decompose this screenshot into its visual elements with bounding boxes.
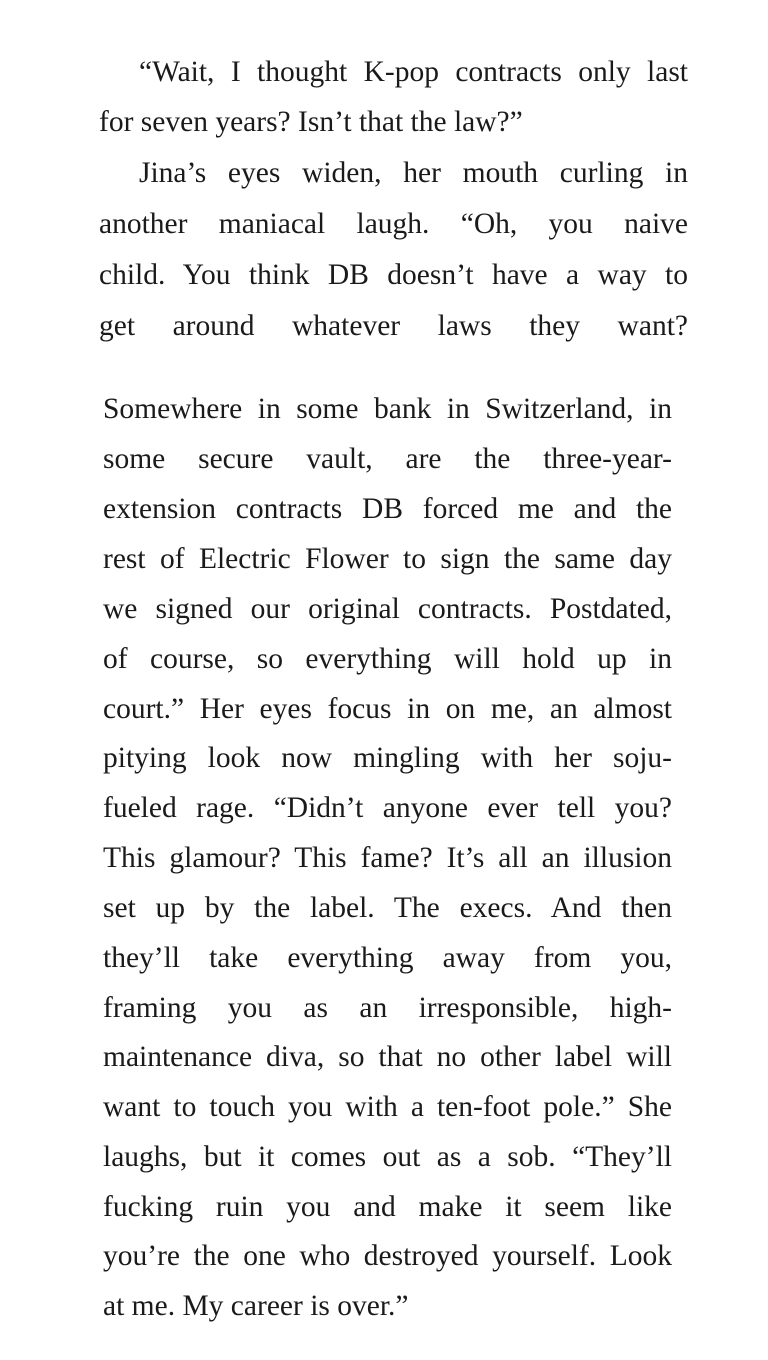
text-line: framing you as an irresponsible, high- bbox=[103, 992, 672, 1024]
text-line: some secure vault, are the three-year- bbox=[103, 443, 672, 475]
text-line: get around whatever laws they want? bbox=[99, 310, 688, 342]
text-line: Somewhere in some bank in Switzerland, in bbox=[103, 393, 672, 425]
text-line: we signed our original contracts. Postdated, bbox=[103, 593, 672, 625]
text-line: maintenance diva, so that no other label will bbox=[103, 1041, 672, 1073]
text-line: laughs, but it comes out as a sob. “They’ll bbox=[103, 1141, 672, 1173]
text-line: they’ll take everything away from you, bbox=[103, 942, 672, 974]
text-line: rest of Electric Flower to sign the same day bbox=[103, 543, 672, 575]
text-line: extension contracts DB forced me and the bbox=[103, 493, 672, 525]
text-line: court.” Her eyes focus in on me, an almost bbox=[103, 693, 672, 725]
text-line: of course, so everything will hold up in bbox=[103, 643, 672, 675]
text-line: set up by the label. The execs. And then bbox=[103, 892, 672, 924]
text-line: another maniacal laugh. “Oh, you naive bbox=[99, 208, 688, 240]
text-line: at me. My career is over.” bbox=[103, 1290, 409, 1322]
text-line: for seven years? Isn’t that the law?” bbox=[99, 106, 523, 138]
text-line: pitying look now mingling with her soju- bbox=[103, 742, 672, 774]
text-line: child. You think DB doesn’t have a way to bbox=[99, 259, 688, 291]
text-line: want to touch you with a ten-foot pole.” She bbox=[103, 1091, 672, 1123]
text-line: This glamour? This fame? It’s all an illusion bbox=[103, 842, 672, 874]
text-line: Jina’s eyes widen, her mouth curling in bbox=[139, 157, 688, 189]
text-line: fucking ruin you and make it seem like bbox=[103, 1191, 672, 1223]
text-line: “Wait, I thought K-pop contracts only last bbox=[139, 56, 688, 88]
text-line: you’re the one who destroyed yourself. Look bbox=[103, 1240, 672, 1272]
text-line: fueled rage. “Didn’t anyone ever tell you? bbox=[103, 792, 672, 824]
